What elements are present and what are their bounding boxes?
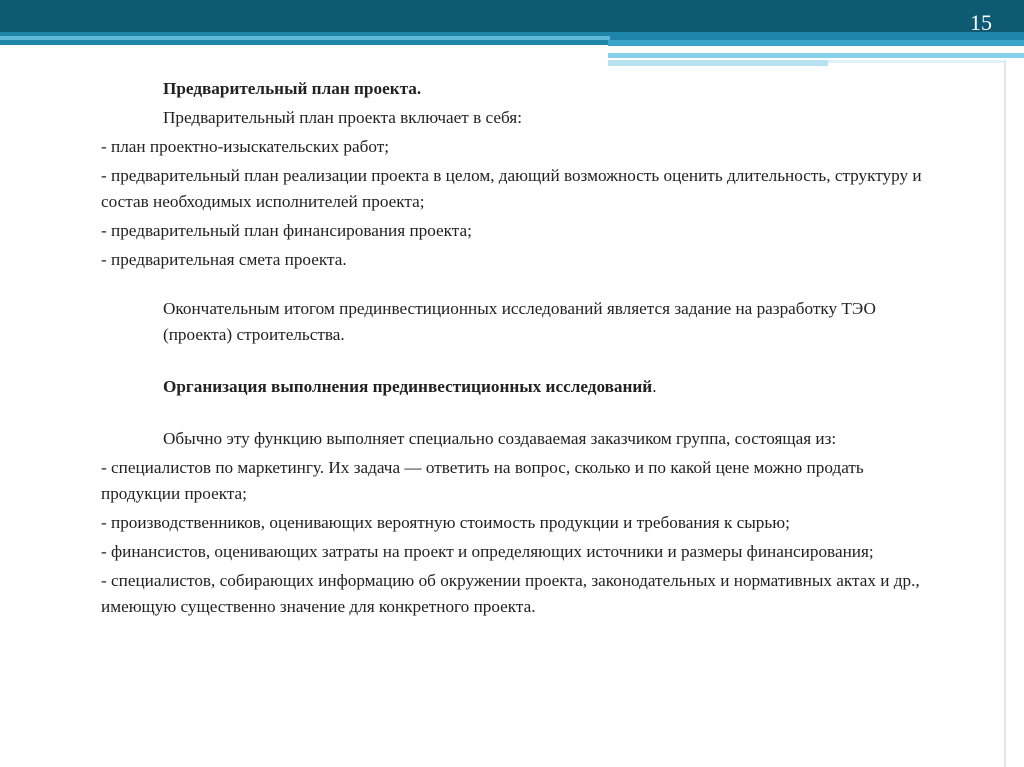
- group-item: - специалистов по маркетингу. Их задача — ответить на вопрос, сколько и по какой цене можно продать продукции проекта;: [101, 458, 864, 503]
- banner-accent-white: [608, 47, 950, 52]
- slide-frame-line: [1004, 60, 1006, 767]
- group-item: - специалистов, собирающих информацию об окружении проекта, законодательных и нормативных актах и др., имеющую существенно значение для конкретного проекта.: [101, 571, 920, 616]
- page-number: 15: [970, 10, 992, 35]
- banner-dark-band: [0, 0, 1024, 32]
- conclusion-paragraph: Окончательным итогом прединвестиционных исследований является задание на разработку ТЭО (проекта) строительства.: [163, 299, 876, 344]
- plan-item: - предварительный план реализации проекта в целом, дающий возможность оценить длительность, структуру и состав необходимых исполнителей проекта;: [101, 166, 922, 211]
- banner-accent-thin: [608, 60, 828, 66]
- banner-accent-end: [828, 60, 1004, 63]
- slide-content: [101, 76, 941, 620]
- heading-organization-text: Организация выполнения прединвестиционных исследований: [163, 377, 653, 396]
- banner-light-stripe: [0, 36, 610, 40]
- banner-accent-light: [608, 53, 1024, 58]
- plan-intro: Предварительный план проекта включает в себя:: [163, 108, 522, 127]
- group-intro: Обычно эту функцию выполняет специально создаваемая заказчиком группа, состоящая из:: [163, 429, 837, 448]
- plan-item: - предварительный план финансирования проекта;: [101, 221, 472, 240]
- heading-organization-period: .: [652, 377, 657, 396]
- plan-item: - план проектно-изыскательских работ;: [101, 137, 389, 156]
- group-item: - финансистов, оценивающих затраты на проект и определяющих источники и размеры финансирования;: [101, 542, 874, 561]
- heading-organization: [101, 374, 941, 400]
- heading-preliminary-plan: Предварительный план проекта.: [163, 79, 422, 98]
- group-item: - производственников, оценивающих вероятную стоимость продукции и требования к сырью;: [101, 513, 790, 532]
- plan-item: - предварительная смета проекта.: [101, 250, 347, 269]
- header-banner: [0, 0, 1024, 70]
- banner-accent-left: [608, 40, 1024, 46]
